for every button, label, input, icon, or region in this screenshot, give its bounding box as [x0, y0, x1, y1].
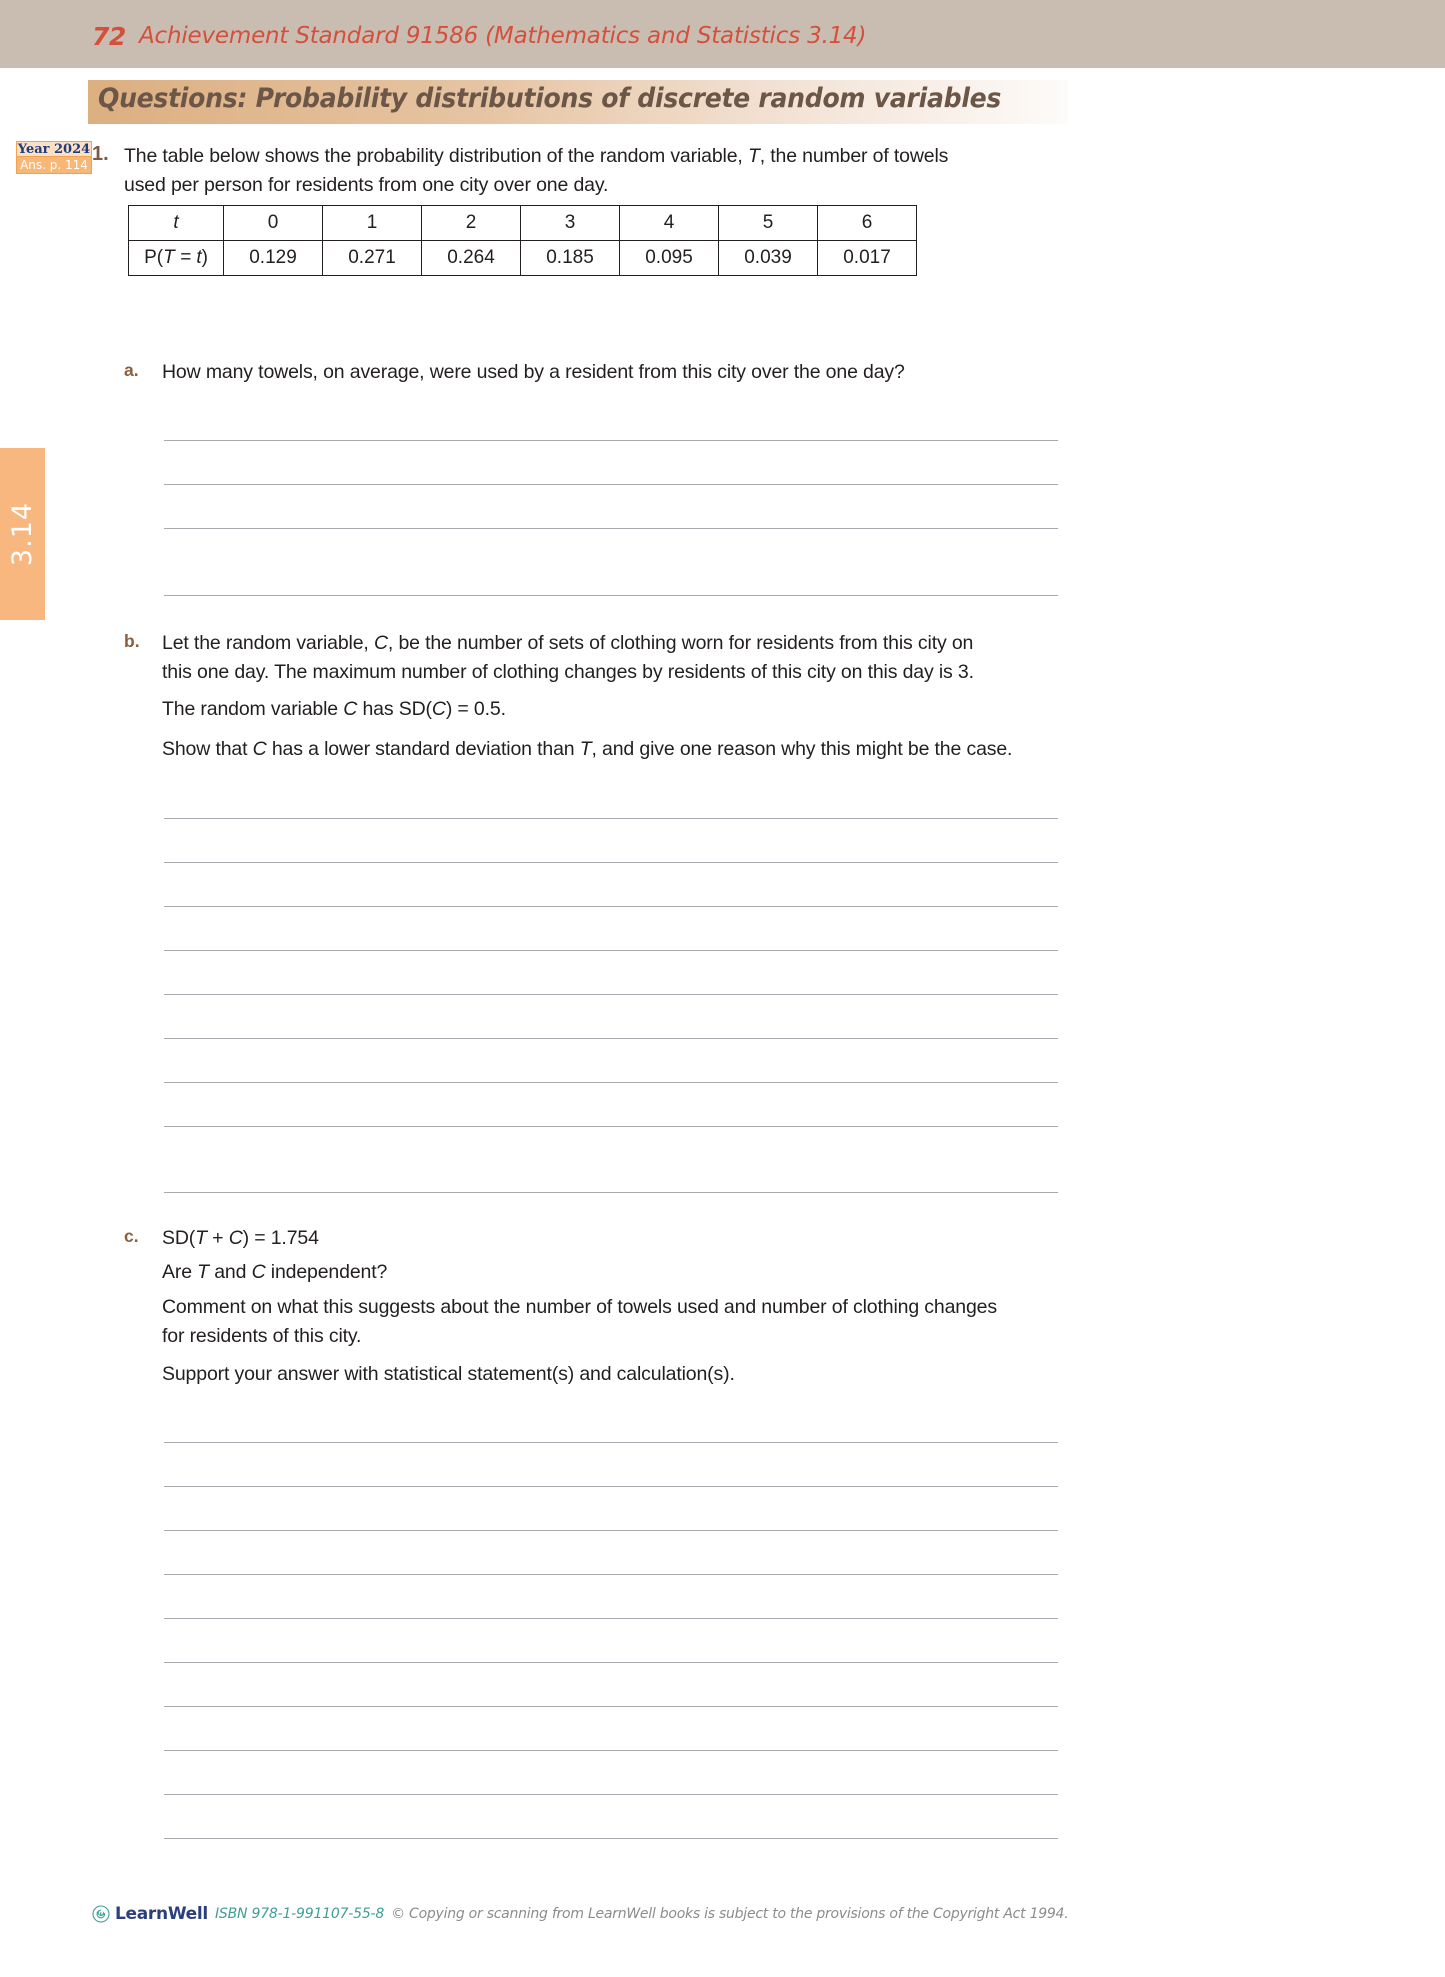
- table-cell-p-0: 0.129: [224, 241, 323, 276]
- question-stem-line1-a: The table below shows the probability distribution of the random variable,: [124, 145, 748, 167]
- answer-line[interactable]: [164, 1838, 1058, 1839]
- table-cell-p-4: 0.095: [620, 241, 719, 276]
- part-b-line1-b: , be the number of sets of clothing worn for residents from this city on: [387, 632, 974, 654]
- answer-line[interactable]: [164, 994, 1058, 995]
- table-cell-t-6: 6: [818, 206, 917, 241]
- answer-line[interactable]: [164, 1192, 1058, 1193]
- table-cell-p-2: 0.264: [422, 241, 521, 276]
- standard-side-tab-label: 3.14: [7, 501, 38, 567]
- part-b-line4-var-c: C: [252, 738, 267, 760]
- part-c-line2-var-c: C: [251, 1261, 266, 1283]
- table-cell-t-5: 5: [719, 206, 818, 241]
- answer-line[interactable]: [164, 818, 1058, 819]
- part-c-line4: for residents of this city.: [162, 1325, 362, 1347]
- answer-line[interactable]: [164, 1662, 1058, 1663]
- year-label: Year 2024: [17, 142, 91, 157]
- section-title-text: Questions: Probability distributions of discrete random variables: [98, 83, 1002, 114]
- table-cell-t-0: 0: [224, 206, 323, 241]
- standard-side-tab: [0, 448, 45, 620]
- part-a-letter: a.: [124, 360, 139, 380]
- probability-distribution-table: [128, 205, 917, 276]
- part-c-question: [162, 1258, 1062, 1287]
- footer-copyright: © Copying or scanning from LearnWell books is subject to the provisions of the Copyright Act 1994.: [391, 1906, 1069, 1922]
- table-row-t-values: [129, 206, 917, 241]
- part-b-line2: this one day. The maximum number of clothing changes by residents of this city on this day is 3.: [162, 661, 974, 683]
- answer-line[interactable]: [164, 1082, 1058, 1083]
- part-c-line1-var-c: C: [228, 1227, 243, 1249]
- page-footer: [92, 1904, 1068, 1924]
- part-c-line2-c: independent?: [265, 1261, 388, 1283]
- part-b-line3-c: ) = 0.5.: [445, 698, 506, 720]
- part-a-text: How many towels, on average, were used by a resident from this city over the one day?: [162, 361, 905, 383]
- table-cell-p-6: 0.017: [818, 241, 917, 276]
- answer-line[interactable]: [164, 1530, 1058, 1531]
- answer-line[interactable]: [164, 484, 1058, 485]
- part-c-comment-instruction: [162, 1293, 1072, 1351]
- part-c-support-instruction: Support your answer with statistical statement(s) and calculation(s).: [162, 1363, 735, 1385]
- table-row-p-values: [129, 241, 917, 276]
- answer-line[interactable]: [164, 906, 1058, 907]
- part-b-instruction: [162, 735, 1082, 764]
- answer-line[interactable]: [164, 1038, 1058, 1039]
- part-c-line2-b: and: [208, 1261, 252, 1283]
- part-b-text: [162, 629, 1062, 687]
- question-stem-line2: used per person for residents from one city over one day.: [124, 174, 609, 196]
- part-b-line3-var-c: C: [343, 698, 358, 720]
- part-b-sd-statement: [162, 695, 1062, 724]
- table-cell-t-1: 1: [323, 206, 422, 241]
- table-cell-t-3: 3: [521, 206, 620, 241]
- answer-line[interactable]: [164, 1126, 1058, 1127]
- question-number: 1.: [92, 143, 109, 165]
- answer-line[interactable]: [164, 1750, 1058, 1751]
- part-b-line3-a: The random variable: [162, 698, 344, 720]
- part-b-line3-b: has SD(: [357, 698, 432, 720]
- question-stem-line1-b: , the number of towels: [759, 145, 949, 167]
- answer-line[interactable]: [164, 440, 1058, 441]
- question-stem: [124, 142, 1044, 200]
- part-c-sd-statement: [162, 1224, 1062, 1253]
- learnwell-brand-name: LearnWell: [115, 1904, 208, 1924]
- table-header-p: P(T = t): [129, 241, 224, 276]
- part-b-variable-c: C: [373, 632, 388, 654]
- footer-isbn: ISBN 978-1-991107-55-8: [214, 1906, 385, 1922]
- part-c-letter: c.: [124, 1226, 139, 1246]
- table-cell-p-3: 0.185: [521, 241, 620, 276]
- table-cell-p-5: 0.039: [719, 241, 818, 276]
- answer-line[interactable]: [164, 528, 1058, 529]
- part-b-line4-b: has a lower standard deviation than: [266, 738, 580, 760]
- part-c-line2-var-t: T: [197, 1261, 209, 1283]
- part-b-line4-var-t: T: [579, 738, 592, 760]
- part-b-line4-c: , and give one reason why this might be the case.: [591, 738, 1013, 760]
- answer-line[interactable]: [164, 1706, 1058, 1707]
- part-b-letter: b.: [124, 631, 140, 651]
- part-b-line3-var-c2: C: [431, 698, 446, 720]
- part-c-line3: Comment on what this suggests about the number of towels used and number of clothing changes: [162, 1296, 997, 1318]
- learnwell-spiral-icon: [92, 1905, 110, 1923]
- answer-line[interactable]: [164, 1618, 1058, 1619]
- answer-line[interactable]: [164, 595, 1058, 596]
- page-number: 72: [92, 22, 126, 51]
- achievement-standard-title: Achievement Standard 91586 (Mathematics and Statistics 3.14): [139, 23, 867, 49]
- answer-line[interactable]: [164, 1574, 1058, 1575]
- part-b-line1-a: Let the random variable,: [162, 632, 374, 654]
- question-stem-variable-t: T: [747, 145, 760, 167]
- part-b-line4-a: Show that: [162, 738, 253, 760]
- answer-page-ref: Ans. p. 114: [16, 157, 92, 174]
- table-cell-t-2: 2: [422, 206, 521, 241]
- table-cell-t-4: 4: [620, 206, 719, 241]
- part-c-line1-a: SD(: [162, 1227, 196, 1249]
- table-cell-p-1: 0.271: [323, 241, 422, 276]
- part-c-line1-b: +: [206, 1227, 229, 1249]
- answer-line[interactable]: [164, 1442, 1058, 1443]
- answer-line[interactable]: [164, 1794, 1058, 1795]
- year-reference-badge: [16, 141, 92, 174]
- table-header-t: t: [129, 206, 224, 241]
- part-c-line1-c: ) = 1.754: [242, 1227, 319, 1249]
- answer-line[interactable]: [164, 862, 1058, 863]
- part-c-line1-var-t: T: [195, 1227, 207, 1249]
- answer-line[interactable]: [164, 1486, 1058, 1487]
- part-c-line2-a: Are: [162, 1261, 198, 1283]
- answer-line[interactable]: [164, 950, 1058, 951]
